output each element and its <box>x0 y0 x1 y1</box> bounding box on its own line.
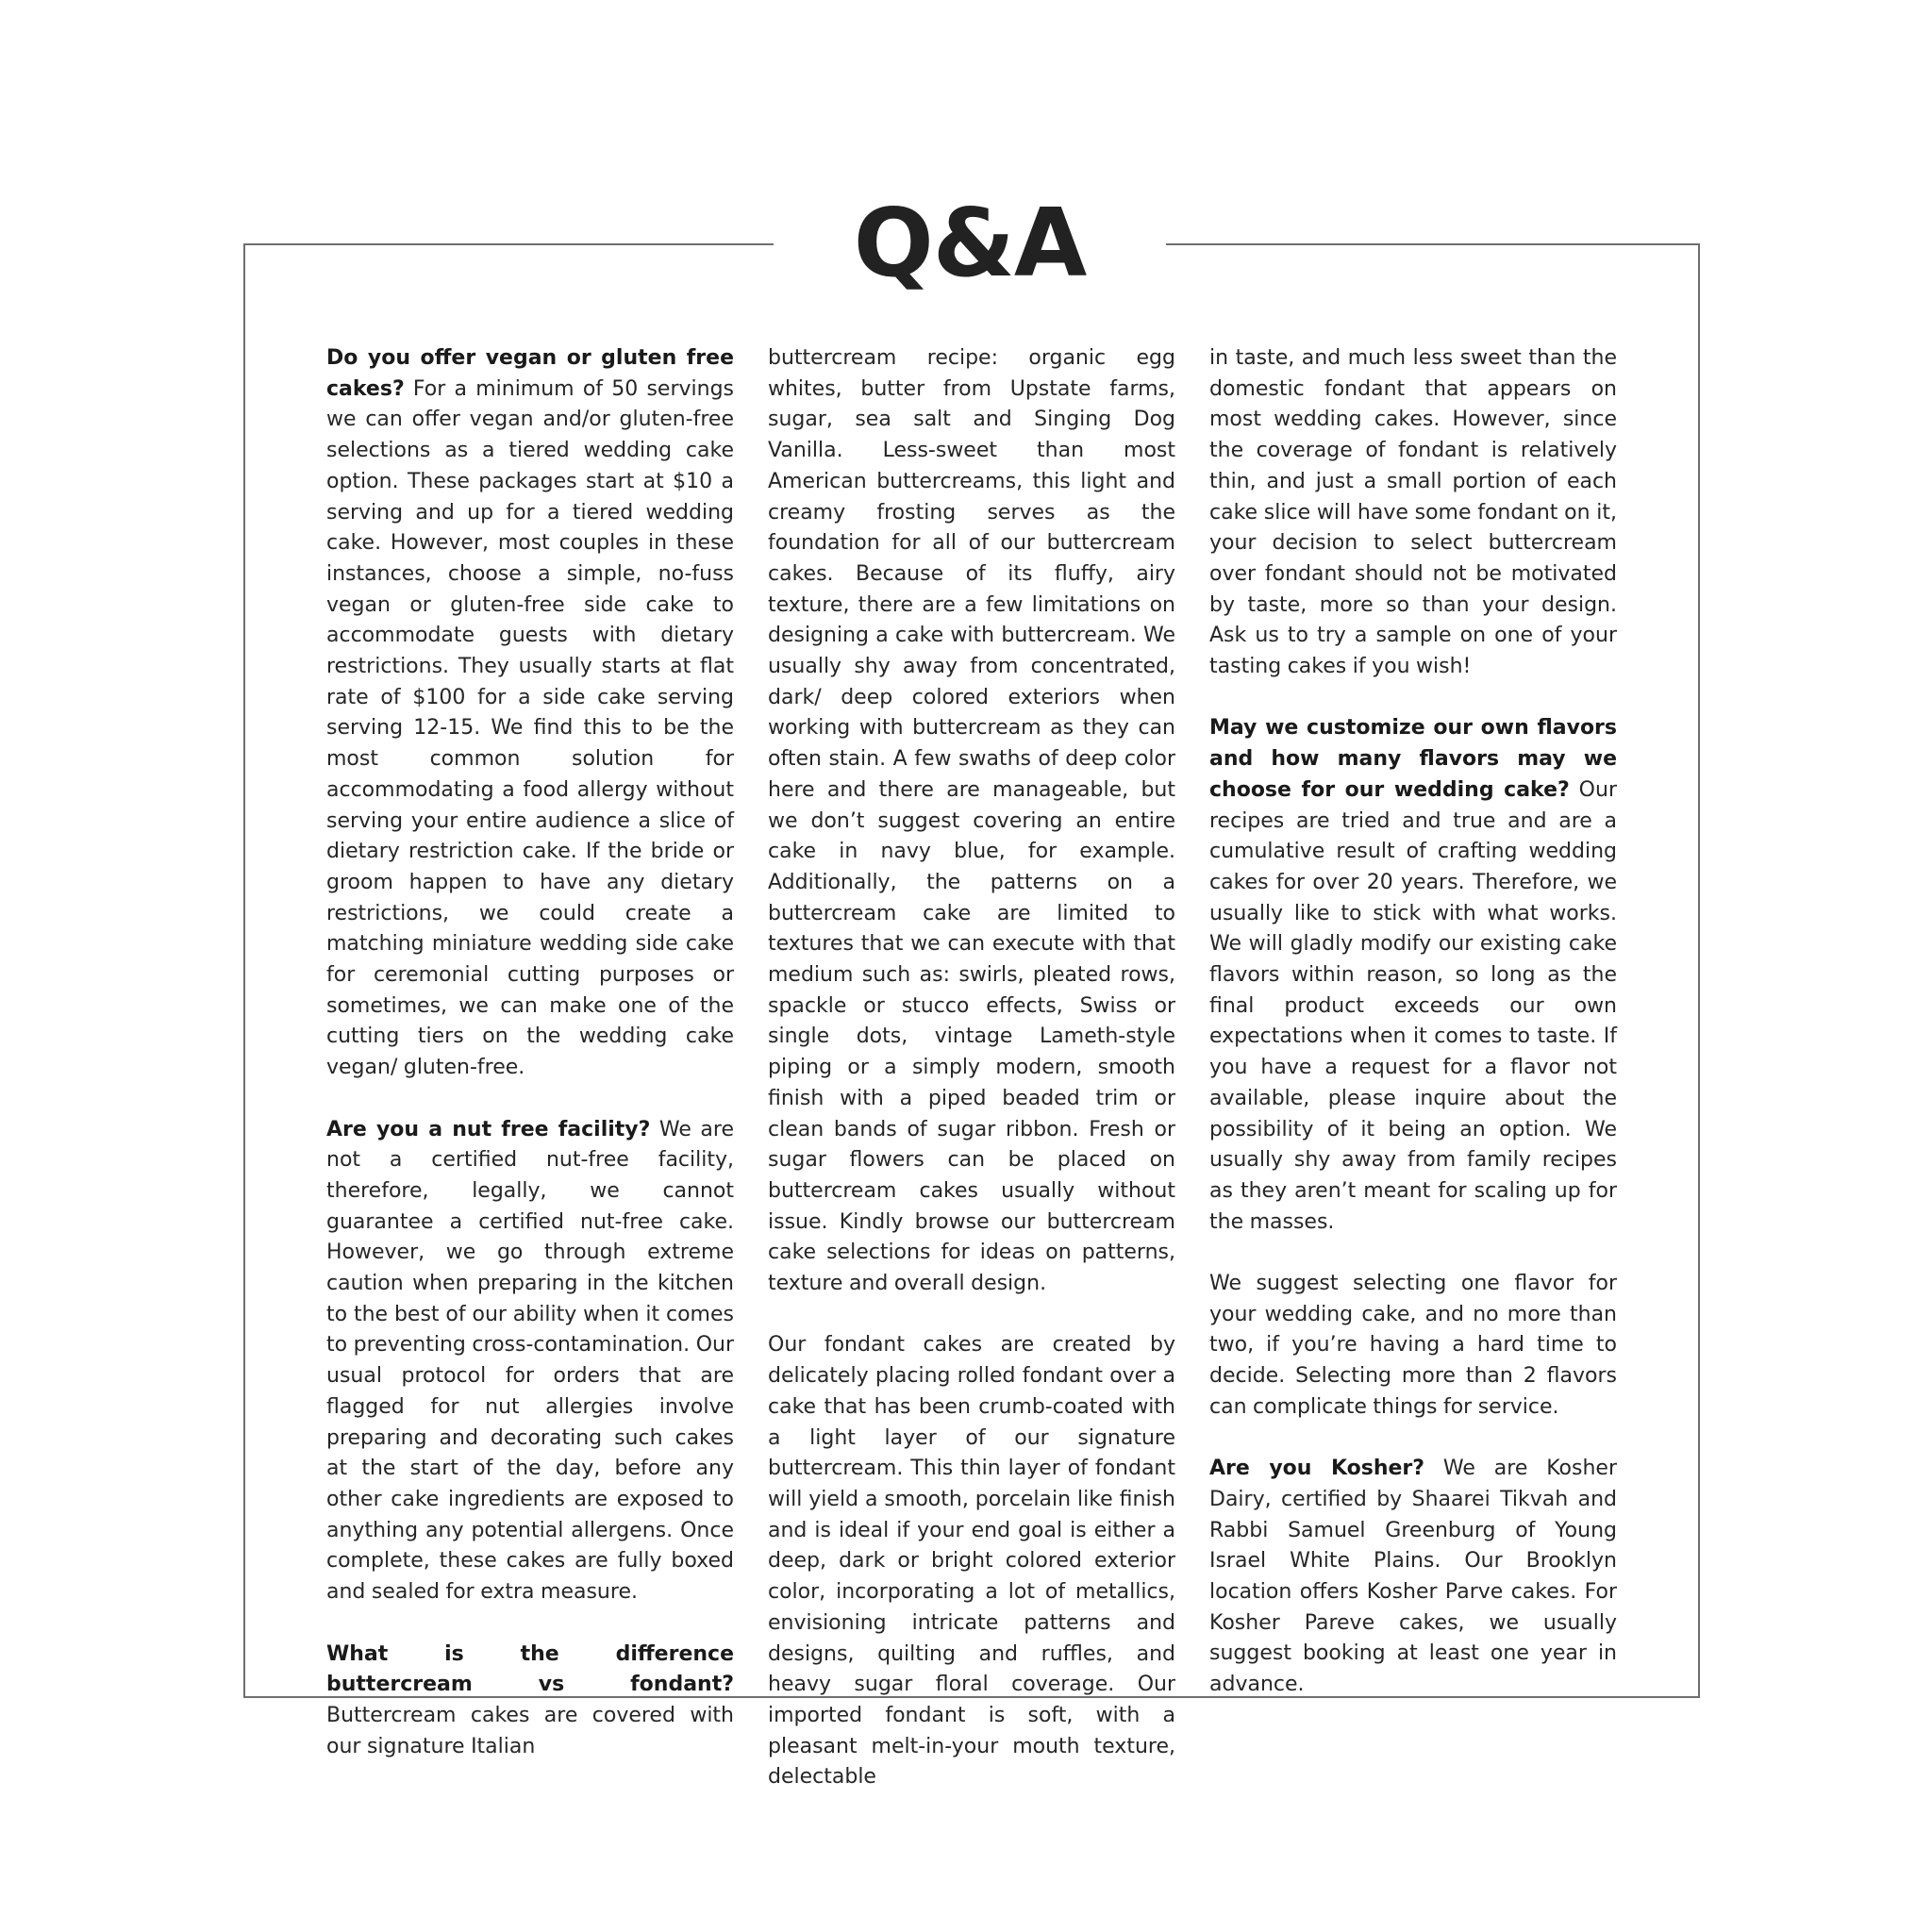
question-flavors: May we customize our own flavors and how many flavors may we choose for our wedding cake? <box>1209 716 1617 802</box>
answer-flavors: Our recipes are tried and true and are a cumulative result of crafting wedding cakes for over 20 years. Therefore, we usually like to stick with what works. We will gladly modify our existing cake flavors within reason, so long as the final product exceeds our own expectations when it comes to taste. If you have a request for a flavor not available, please inquire about the possibility of it being an option. We usually shy away from family recipes as they aren’t meant for scaling up for the masses. <box>1209 777 1617 1234</box>
qa-paragraph-kosher <box>1209 1454 1617 1701</box>
qa-paragraph-buttercream-continued <box>768 343 1175 1300</box>
question-buttercream-fondant: What is the difference buttercream vs fondant? <box>326 1641 734 1697</box>
answer-buttercream-fondant-start: Buttercream cakes are covered with our signature Italian <box>326 1703 734 1758</box>
answer-buttercream-continued: buttercream recipe: organic egg whites, butter from Upstate farms, sugar, sea salt and Singing Dog Vanilla. Less-sweet than most American buttercreams, this light and creamy frosting serves as the foundation for all of our buttercream cakes. Because of its fluffy, airy texture, there are a few limitations on designing a cake with buttercream. We usually shy away from concentrated, dark/ deep colored exteriors when working with buttercream as they can often stain. A few swaths of deep color here and there are manageable, but we don’t suggest covering an entire cake in navy blue, for example. Additionally, the patterns on a buttercream cake are limited to textures that we can execute with that medium such as: swirls, pleated rows, spackle or stucco effects, Swiss or single dots, vintage Lameth-style piping or a simply modern, smooth finish with a piped beaded trim or clean bands of sugar ribbon. Fresh or sugar flowers can be placed on buttercream cakes usually without issue. Kindly browse our buttercream cake selections for ideas on patterns, texture and overall design. <box>768 346 1175 1296</box>
answer-flavor-count: We suggest selecting one flavor for your wedding cake, and no more than two, if you’re having a hard time to decide. Selecting more than 2 flavors can complicate things for service. <box>1209 1272 1617 1419</box>
question-nut-free: Are you a nut free facility? <box>326 1117 651 1141</box>
qa-paragraph-fondant-continued <box>1209 343 1617 683</box>
qa-paragraph-flavor-count <box>1209 1269 1617 1424</box>
answer-fondant: Our fondant cakes are created by delicately placing rolled fondant over a cake that has been crumb-coated with a light layer of our signature buttercream. This thin layer of fondant will yield a smooth, porcelain like finish and is ideal if your end goal is either a deep, dark or bright colored exterior color, incorporating a lot of metallics, envisioning intricate patterns and designs, quilting and ruffles, and heavy sugar floral coverage. Our imported fondant is soft, with a pleasant melt-in-your mouth texture, delectable <box>768 1333 1175 1790</box>
answer-kosher: We are Kosher Dairy, certified by Shaarei Tikvah and Rabbi Samuel Greenburg of Young Israel White Plains. Our Brooklyn location offers Kosher Parve cakes. For Kosher Pareve cakes, we usually suggest booking at least one year in advance. <box>1209 1457 1617 1697</box>
qa-paragraph-fondant <box>768 1330 1175 1793</box>
qa-paragraph-vegan <box>326 343 734 1084</box>
qa-paragraph-flavors <box>1209 713 1617 1238</box>
answer-vegan: For a minimum of 50 servings we can offer vegan and/or gluten-free selections as a tiered wedding cake option. These packages start at $10 a serving and up for a tiered wedding cake. However, most couples in these instances, choose a simple, no-fuss vegan or gluten-free side cake to accommodate guests with dietary restrictions. They usually starts at flat rate of $100 for a side cake serving serving 12-15. We find this to be the most common solution for accommodating a food allergy without serving your entire audience a slice of dietary restriction cake. If the bride or groom happen to have any dietary restrictions, we could create a matching miniature wedding side cake for ceremonial cutting purposes or sometimes, we can make one of the cutting tiers on the wedding cake vegan/ gluten-free. <box>326 376 734 1080</box>
page-title: Q&A <box>853 188 1087 298</box>
column-2 <box>768 343 1175 1793</box>
column-1 <box>326 343 734 1762</box>
question-vegan: Do you offer vegan or gluten free cakes? <box>326 346 734 401</box>
column-3 <box>1209 343 1617 1701</box>
question-kosher: Are you Kosher? <box>1209 1457 1425 1481</box>
qa-paragraph-nut-free <box>326 1115 734 1608</box>
answer-fondant-continued: in taste, and much less sweet than the domestic fondant that appears on most wedding cakes. However, since the coverage of fondant is relatively thin, and just a small portion of each cake slice will have some fondant on it, your decision to select buttercream over fondant should not be motivated by taste, more so than your design. Ask us to try a sample on one of your tasting cakes if you wish! <box>1209 346 1617 679</box>
qa-paragraph-buttercream-fondant <box>326 1640 734 1763</box>
answer-nut-free: We are not a certified nut-free facility, therefore, legally, we cannot guarantee a certified nut-free cake. However, we go through extreme caution when preparing in the kitchen to the best of our ability when it comes to preventing cross-contamination. Our usual protocol for orders that are flagged for nut allergies involve preparing and decorating such cakes at the start of the day, before any other cake ingredients are exposed to anything any potential allergens. Once complete, these cakes are fully boxed and sealed for extra measure. <box>326 1117 734 1605</box>
